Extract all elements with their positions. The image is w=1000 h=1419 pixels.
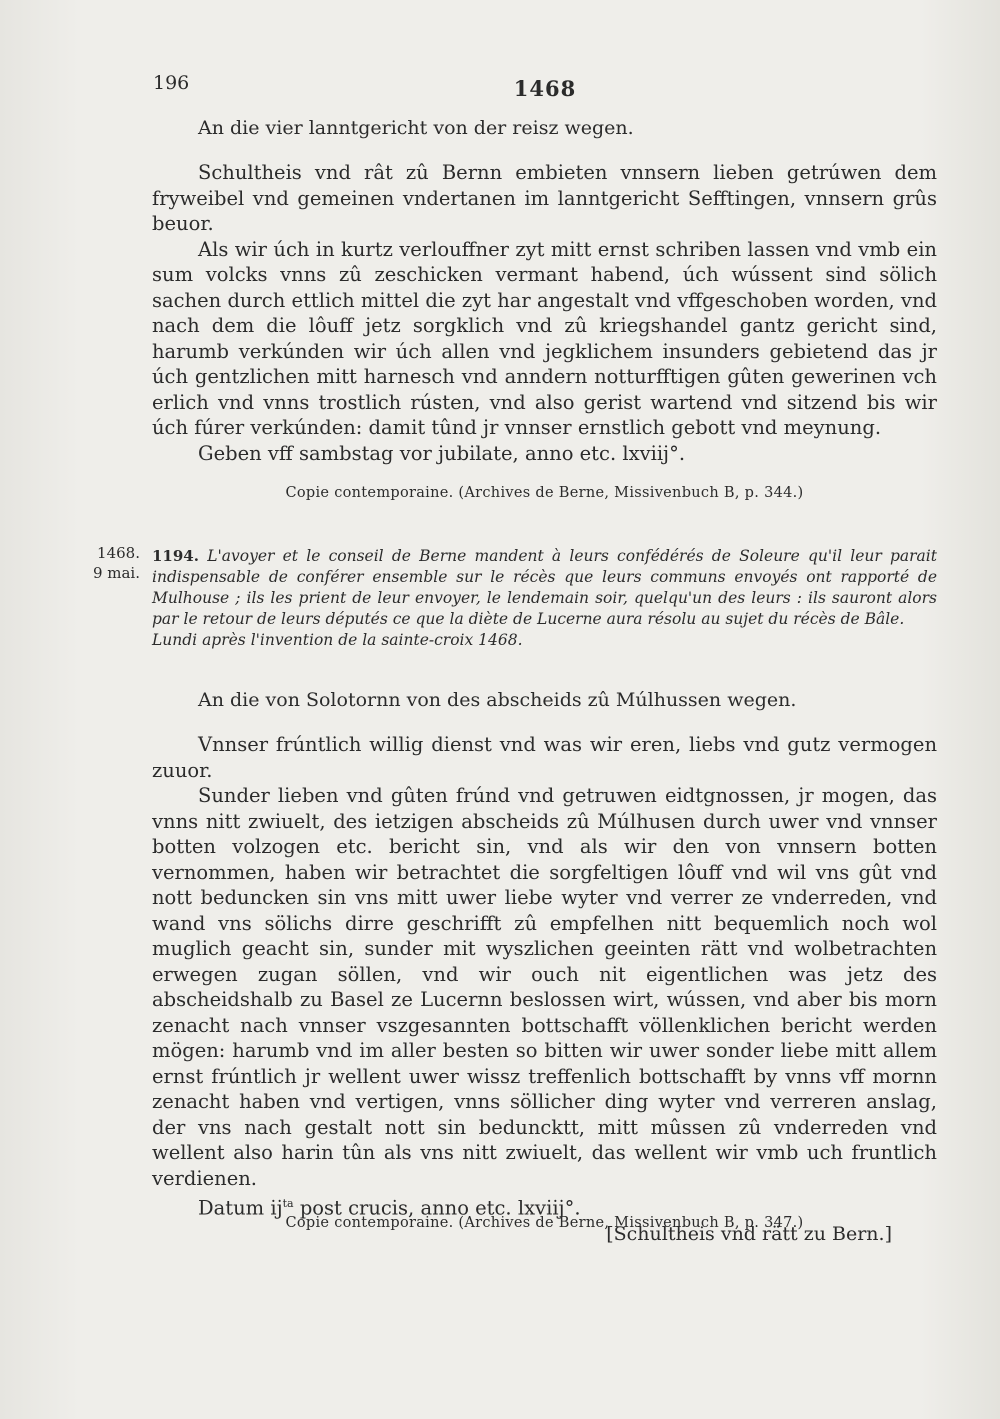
datum-post: post crucis, anno etc. lxviij°. <box>293 1196 581 1220</box>
summary-body: L'avoyer et le conseil de Berne mandent à leurs confédérés de Soleure qu'il leur parait indispensable de conférer ensemble sur le récès que leurs communs envoyés ont rapporté de Mulhouse ; ils les prient de leur envoyer, le lendemain soir, quelqu'un des leurs : ils sauront alors par le retour de leurs députés ce que la diète de Lucerne aura résolu au sujet du récès de Bâle. <box>152 547 937 628</box>
letter-1 <box>152 114 937 142</box>
letter-1-paragraph: Schultheis vnd rât zû Bernn embieten vnnsern lieben getrúwen dem fryweibel vnd gemeinen vndertanen im lanntgericht Sefftingen, vnnsern grûs beuor. <box>152 161 937 235</box>
signature: [Schultheis vnd rätt zu Bern.] <box>606 1223 892 1245</box>
margin-date <box>60 543 140 583</box>
letter-2-source <box>152 1213 937 1233</box>
regest-summary <box>152 546 937 651</box>
page-number: 196 <box>153 72 190 94</box>
source-note: Copie contemporaine. (Archives de Berne, Missivenbuch B, p. 344.) <box>285 485 804 501</box>
letter-2-paragraph: Vnnser frúntlich willig dienst vnd was wir eren, liebs vnd gutz vermogen zuuor. <box>152 733 937 782</box>
letter-1-source <box>152 483 937 503</box>
letter-2-heading: An die von Solotornn von des abscheids zû Múlhussen wegen. <box>198 689 797 711</box>
margin-year: 1468. <box>97 544 140 562</box>
letter-2-body <box>152 732 937 1247</box>
summary-date-line: Lundi après l'invention de la sainte-croix 1468. <box>152 631 523 649</box>
source-note: Copie contemporaine. (Archives de Berne, Missivenbuch B, p. 347.) <box>285 1215 804 1231</box>
datum-superscript: ta <box>282 1197 294 1210</box>
datum-pre: Datum ij <box>198 1196 283 1220</box>
letter-1-body <box>152 160 937 466</box>
letter-1-paragraph: Geben vff sambstag vor jubilate, anno etc. lxviij°. <box>198 441 686 465</box>
letter-2 <box>152 686 937 714</box>
letter-1-heading: An die vier lanntgericht von der reisz wegen. <box>198 117 634 139</box>
summary-text <box>152 546 937 630</box>
letter-2-paragraph: Sunder lieben vnd gûten frúnd vnd getruwen eidtgnossen, jr mogen, das vnns nitt zwiuelt, des ietzigen abscheids zû Múlhusen durch uwer vnd vnnser botten volzogen etc. bericht sin, vnd als wir den von vnnsern botten vernommen, haben wir betrachtet die sorgfeltigen lôuff vnd wil vns gût vnd nott beduncken sin vns mitt uwer liebe wyter vnd verrer ze vnderreden, vnd wand vns sölichs dirre geschrifft zû empfelhen nitt bequemlich noch wol muglich geacht sin, sunder mit wyszlichen geeinten rätt vnd wolbetrachten erwegen zugan söllen, vnd wir ouch nit eigentlichen was jetz des abscheidshalb zu Basel ze Lucernn beslossen wirt, wússen, vnd aber bis morn zenacht nach vnnser vszgesannten bottschafft völlenklichen bericht werden mögen: harumb vnd im aller besten so bitten wir uwer sonder liebe mitt allem ernst frúntlich jr wellent uwer wissz treffenlich bottschafft by vnns vff mornn zenacht haben vnd vertigen, vnns söllicher ding wyter vnd verreren anslag, der vns nach gestalt nott sin beduncktt, mitt mûssen zû vnderreden vnd wellent also harin tûn als vns nitt zwiuelt, das wellent wir vmb uch fruntlich verdienen. <box>152 784 937 1190</box>
year-header: 1468 <box>513 76 577 101</box>
document-number: 1194. <box>152 547 199 565</box>
letter-1-paragraph: Als wir úch in kurtz verlouffner zyt mitt ernst schriben lassen vnd vmb ein sum volcks vnns zû zeschicken vermant habend, úch wússent sind sölich sachen durch ettlich mittel die zyt har angestalt vnd vffgeschoben worden, vnd nach dem die lôuff jetz sorgklich vnd zû kriegshandel gantz gericht sind, harumb verkúnden wir úch allen vnd jegklichem insunders gebietend das jr úch gentzlichen mitt harnesch vnd anndern notturfftigen gûten gewerinen vch erlich vnd vnns trostlich rústen, vnd also gerist wartend vnd sitzend bis wir úch fúrer verkúnden: damit tûnd jr vnnser ernstlich gebott vnd meynung. <box>152 237 937 439</box>
margin-day: 9 mai. <box>92 564 140 582</box>
